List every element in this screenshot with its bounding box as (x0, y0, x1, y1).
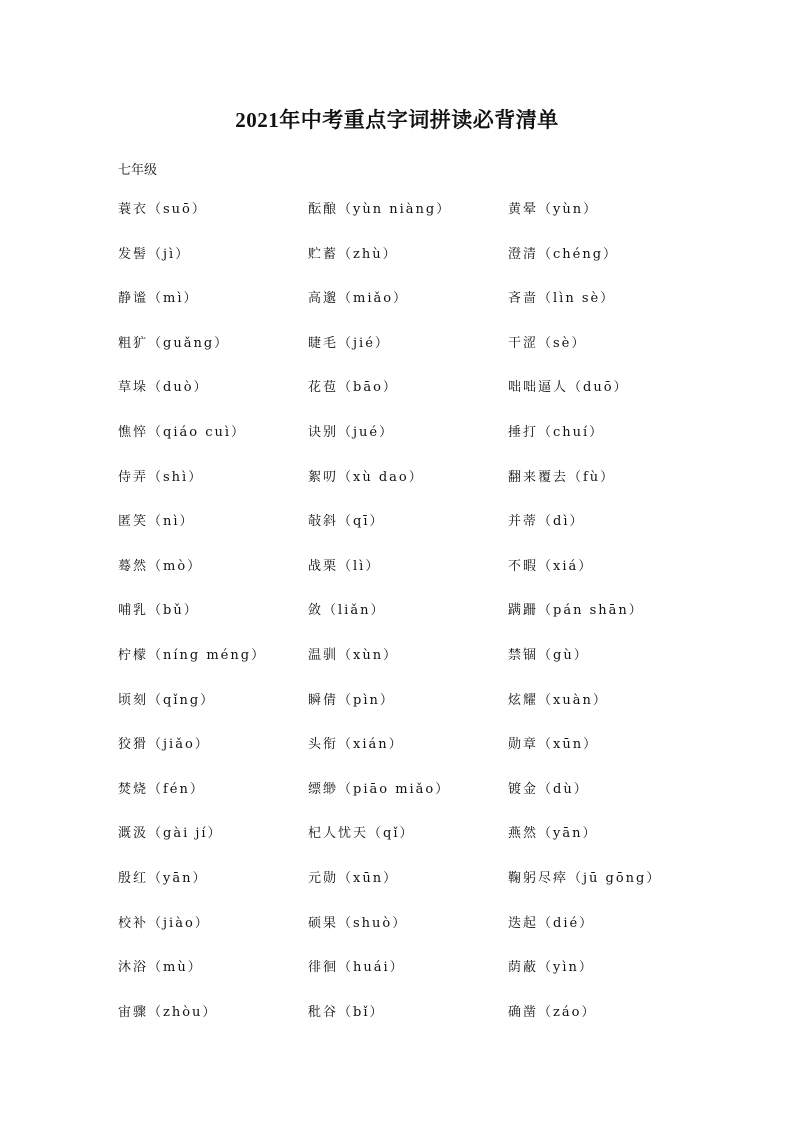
vocab-entry: 睫毛（jié） (308, 335, 390, 351)
vocab-row (118, 691, 718, 736)
vocab-entry: 炫耀（xuàn） (508, 692, 608, 708)
vocab-row (118, 780, 718, 825)
vocab-row (118, 869, 718, 914)
vocab-entry: 捶打（chuí） (508, 424, 605, 440)
vocab-entry: 敛（liǎn） (308, 603, 386, 619)
vocab-entry: 蓦然（mò） (118, 558, 203, 574)
vocab-entry: 咄咄逼人（duō） (508, 380, 629, 396)
vocab-entry: 敧斜（qī） (308, 514, 385, 530)
vocab-row (118, 468, 718, 513)
vocab-row (118, 378, 718, 423)
vocab-entry: 徘徊（huái） (308, 960, 405, 976)
vocab-entry: 高邈（miǎo） (308, 291, 409, 307)
vocab-entry: 温驯（xùn） (308, 647, 399, 663)
vocab-row (118, 557, 718, 602)
vocab-entry: 瞬倩（pìn） (308, 692, 395, 708)
vocab-entry: 禁锢（gù） (508, 647, 589, 663)
vocab-entry: 沐浴（mù） (118, 960, 203, 976)
vocab-entry: 絮叨（xù dao） (308, 469, 424, 485)
vocab-entry: 蓑衣（suō） (118, 202, 207, 217)
vocab-row (118, 245, 718, 290)
vocab-row (118, 423, 718, 468)
vocab-entry: 杞人忧天（qǐ） (308, 826, 415, 842)
vocab-entry: 澄清（chéng） (508, 246, 619, 262)
vocab-entry: 顷刻（qǐng） (118, 692, 216, 708)
vocab-entry: 黄晕（yùn） (508, 202, 599, 217)
vocab-entry: 殷红（yān） (118, 870, 208, 886)
vocab-entry: 鞠躬尽瘁（jū gōng） (508, 870, 662, 886)
vocab-entry: 燕然（yān） (508, 826, 598, 842)
vocab-entry: 草垛（duò） (118, 380, 209, 396)
vocab-entry: 憔悴（qiáo cuì） (118, 424, 247, 440)
vocab-entry: 酝酿（yùn niàng） (308, 202, 452, 217)
vocab-row (118, 646, 718, 691)
vocab-entry: 粗犷（guǎng） (118, 335, 230, 351)
vocab-entry: 干涩（sè） (508, 335, 587, 351)
vocab-row (118, 200, 718, 245)
vocab-entry: 迭起（dié） (508, 915, 595, 931)
vocab-row (118, 735, 718, 780)
vocab-row (118, 289, 718, 334)
vocab-entry: 贮蓄（zhù） (308, 246, 398, 262)
vocab-entry: 勋章（xūn） (508, 737, 599, 753)
vocab-entry: 荫蔽（yìn） (508, 960, 594, 976)
vocab-entry: 不暇（xiá） (508, 558, 594, 574)
vocab-entry: 翻来覆去（fù） (508, 469, 616, 485)
vocab-entry: 元勋（xūn） (308, 870, 399, 886)
vocab-entry: 哺乳（bǔ） (118, 603, 199, 619)
vocab-row (118, 334, 718, 379)
vocab-entry: 缥缈（piāo miǎo） (308, 781, 451, 797)
vocab-entry: 匿笑（nì） (118, 514, 195, 530)
vocab-entry: 确凿（záo） (508, 1004, 597, 1020)
vocab-entry: 宙骤（zhòu） (118, 1004, 218, 1020)
vocab-entry: 狡猾（jiǎo） (118, 737, 210, 753)
vocab-entry: 秕谷（bǐ） (308, 1004, 385, 1020)
vocab-entry: 蹒跚（pán shān） (508, 603, 644, 619)
vocab-row (118, 824, 718, 869)
vocab-row (118, 512, 718, 557)
vocab-entry: 校补（jiào） (118, 915, 210, 931)
vocab-row (118, 1003, 718, 1048)
vocab-entry: 并蒂（dì） (508, 514, 585, 530)
vocab-entry: 头衔（xián） (308, 737, 404, 753)
vocab-entry: 侍弄（shì） (118, 469, 204, 485)
section-heading: 七年级 (118, 163, 158, 178)
vocabulary-grid (118, 200, 718, 1047)
vocab-entry: 发髻（jì） (118, 246, 191, 262)
vocab-entry: 诀别（jué） (308, 424, 395, 440)
vocab-row (118, 958, 718, 1003)
vocab-entry: 溉汲（gài jí） (118, 826, 223, 842)
vocab-entry: 柠檬（níng méng） (118, 647, 267, 663)
vocab-entry: 吝啬（lìn sè） (508, 291, 616, 307)
vocab-entry: 花苞（bāo） (308, 380, 398, 396)
page-title: 2021年中考重点字词拼读必背清单 (235, 108, 559, 132)
vocab-entry: 战栗（lì） (308, 558, 381, 574)
vocab-entry: 镀金（dù） (508, 781, 589, 797)
vocab-row (118, 601, 718, 646)
vocab-row (118, 914, 718, 959)
vocab-entry: 焚烧（fén） (118, 781, 205, 797)
vocab-entry: 静谧（mì） (118, 291, 199, 307)
vocab-entry: 硕果（shuò） (308, 915, 408, 931)
